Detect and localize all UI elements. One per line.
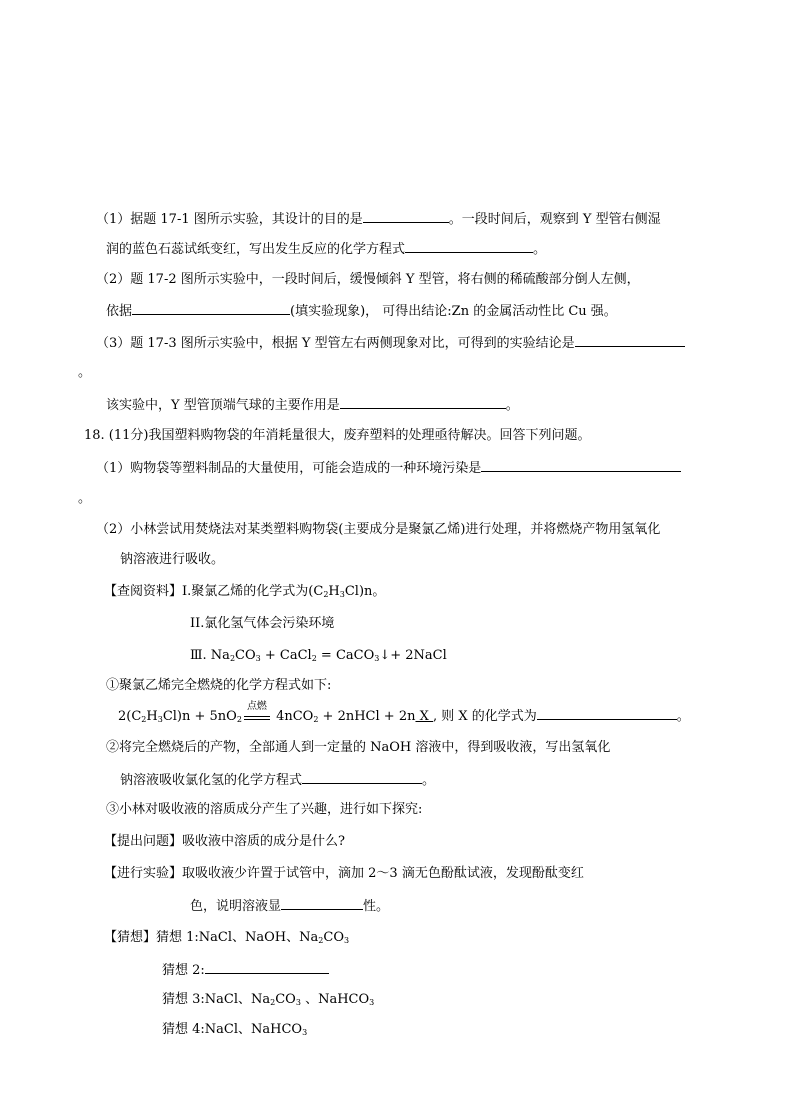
text: 。 xyxy=(505,398,519,413)
text: Cl)n。 xyxy=(344,584,386,599)
subquestion-1-intro xyxy=(106,677,331,695)
reference-item-2 xyxy=(190,615,334,633)
q17-part1-line1 xyxy=(96,210,661,229)
section-label: 【进行实验】 xyxy=(104,866,183,881)
text: 。 xyxy=(78,365,92,380)
text: 。 xyxy=(676,709,690,724)
answer-blank[interactable] xyxy=(132,302,290,315)
subscript: 3 xyxy=(295,998,301,1007)
equals-line xyxy=(244,719,270,720)
hypothesis-3 xyxy=(162,991,374,1009)
text: CO xyxy=(323,930,344,945)
subscript: 3 xyxy=(369,998,375,1007)
answer-blank[interactable] xyxy=(537,707,677,720)
answer-blank[interactable] xyxy=(575,334,685,347)
text: 取吸收液少许置于试管中，滴加 2～3 滴无色酚酞试液，发现酚酞变红 xyxy=(182,866,584,881)
section-label: 【查阅资料】 xyxy=(104,584,183,599)
subscript: 2 xyxy=(323,590,329,599)
answer-blank[interactable] xyxy=(205,961,329,974)
text: I.聚氯乙烯的化学式为(C xyxy=(182,584,324,599)
q17-part3-line2 xyxy=(78,364,91,382)
subscript: 3 xyxy=(157,715,163,724)
text: ↓+ 2NaCl xyxy=(379,648,447,663)
text: 吸收液中溶质的成分是什么? xyxy=(182,834,345,849)
text: 。 xyxy=(422,773,436,788)
q17-part3-line1 xyxy=(96,334,685,353)
unknown-x: X xyxy=(415,709,433,724)
text: (填实验现象)， 可得出结论:Zn 的金属活动性比 Cu 强。 xyxy=(290,304,617,319)
answer-blank[interactable] xyxy=(363,210,449,223)
text: ②将完全燃烧后的产物，全部通人到一定量的 NaOH 溶液中，得到吸收液，写出氢氧化 xyxy=(106,740,611,755)
text: 猜想 4:NaCl、NaHCO xyxy=(162,1022,303,1037)
text: 。一段时间后，观察到 Y 型管右侧湿 xyxy=(448,212,661,227)
text: II.氯化氢气体会污染环境 xyxy=(190,616,335,631)
subscript: 2 xyxy=(318,936,324,945)
q17-part1-line2 xyxy=(106,240,546,259)
q18-title xyxy=(84,427,591,445)
section-label: 【提出问题】 xyxy=(104,834,183,849)
subscript: 3 xyxy=(302,1028,308,1037)
text: , 则 X 的化学式为 xyxy=(433,709,537,724)
text: ①聚氯乙烯完全燃烧的化学方程式如下: xyxy=(106,678,332,693)
q18-part2-line2 xyxy=(120,551,224,569)
subscript: 2 xyxy=(236,715,242,724)
text: 依据 xyxy=(106,304,133,319)
text: Ⅲ. Na xyxy=(190,648,230,663)
q17-part2-line1 xyxy=(96,271,640,289)
text: 2(C xyxy=(118,709,142,724)
subscript: 3 xyxy=(255,654,261,663)
answer-blank[interactable] xyxy=(302,771,422,784)
answer-blank[interactable] xyxy=(340,396,506,409)
reference-item-1 xyxy=(104,583,385,601)
text: 色，说明溶液显 xyxy=(190,899,282,914)
text: （1）购物袋等塑料制品的大量使用，可能会造成的一种环境污染是 xyxy=(96,461,482,476)
answer-blank[interactable] xyxy=(281,897,363,910)
text: 18. (11分)我国塑料购物袋的年消耗量很大，废弃塑料的处理亟待解决。回答下列问题。 xyxy=(84,428,591,443)
text: 猜想 1:NaCl、NaOH、Na xyxy=(156,930,319,945)
text: 猜想 2: xyxy=(162,963,205,978)
text: ③小林对吸收液的溶质成分产生了兴趣，进行如下探究: xyxy=(106,802,423,817)
hypothesis-4 xyxy=(162,1021,307,1039)
q18-part1-line2 xyxy=(78,490,91,508)
subquestion-2-line2 xyxy=(120,771,435,790)
subscript: 2 xyxy=(313,715,319,724)
text: 猜想 3:NaCl、Na xyxy=(162,992,271,1007)
subscript: 3 xyxy=(343,936,350,945)
text: + CaCl xyxy=(260,648,312,663)
text: 。 xyxy=(533,242,547,257)
text: 钠溶液进行吸收。 xyxy=(120,552,225,567)
subscript: 2 xyxy=(311,654,317,663)
subscript: 2 xyxy=(141,715,147,724)
reaction-condition-sign xyxy=(244,700,270,726)
hypothesis-2 xyxy=(162,961,329,980)
q18-part1-line1 xyxy=(96,459,681,478)
answer-blank[interactable] xyxy=(481,459,681,472)
condition-label: 点燃 xyxy=(246,700,267,712)
q18-part2-line1 xyxy=(96,521,660,539)
subquestion-2-line1 xyxy=(106,739,610,757)
text: = CaCO xyxy=(316,648,375,663)
text: 钠溶液吸收氯化氢的化学方程式 xyxy=(120,773,303,788)
text: （1）据题 17-1 图所示实验，其设计的目的是 xyxy=(96,212,363,227)
text: （3）题 17-3 图所示实验中，根据 Y 型管左右两侧现象对比，可得到的实验结论是 xyxy=(96,336,575,351)
q17-part3-line3 xyxy=(106,396,519,415)
reference-item-3 xyxy=(190,647,447,665)
text: + 2nHCl + 2n xyxy=(318,709,416,724)
subscript: 3 xyxy=(339,590,345,599)
subquestion-3-intro xyxy=(106,801,422,819)
answer-blank[interactable] xyxy=(405,240,533,253)
text: H xyxy=(328,584,340,599)
text: 润的蓝色石蕊试纸变红，写出发生反应的化学方程式 xyxy=(106,242,406,257)
q17-part2-line2 xyxy=(106,302,617,321)
experiment-line2 xyxy=(190,897,389,916)
text: 4nCO xyxy=(271,709,314,724)
subscript: 3 xyxy=(374,654,380,663)
text: Cl)n + 5nO xyxy=(162,709,237,724)
text: （2）题 17-2 图所示实验中，一段时间后，缓慢倾斜 Y 型管，将右侧的稀硫酸部分倒人左侧， xyxy=(96,272,640,287)
text: H xyxy=(146,709,158,724)
text: 。 xyxy=(78,491,92,506)
experiment-line1 xyxy=(104,865,584,883)
section-label: 【猜想】 xyxy=(104,930,157,945)
subscript: 2 xyxy=(270,998,276,1007)
text: 该实验中，Y 型管顶端气球的主要作用是 xyxy=(106,398,340,413)
text: CO xyxy=(275,992,296,1007)
equals-line xyxy=(244,716,270,717)
combustion-equation xyxy=(118,700,690,726)
hypothesis-1 xyxy=(104,929,349,947)
text: 、NaHCO xyxy=(300,992,370,1007)
text: 性。 xyxy=(363,899,390,914)
text: （2）小林尝试用焚烧法对某类塑料购物袋(主要成分是聚氯乙烯)进行处理，并将燃烧产物用氢氧化 xyxy=(96,522,661,537)
text: CO xyxy=(235,648,256,663)
subscript: 2 xyxy=(229,654,236,663)
raise-question xyxy=(104,833,345,851)
